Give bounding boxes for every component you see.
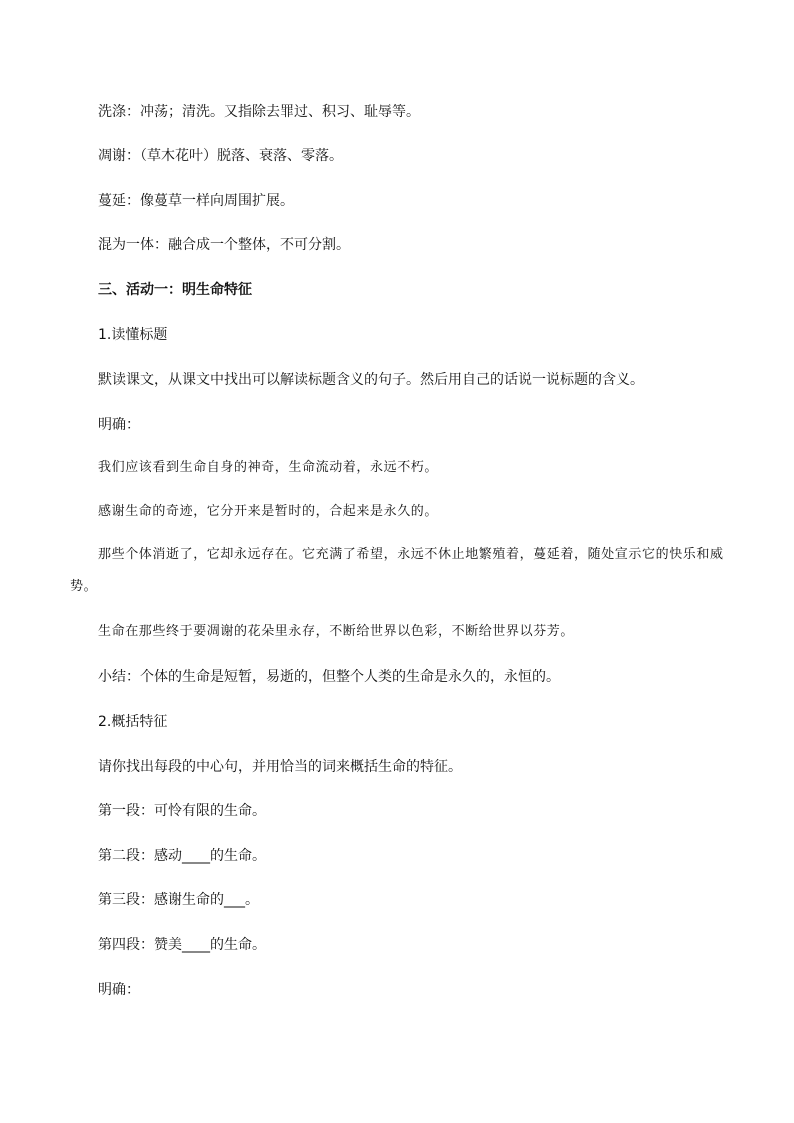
paragraph-three-item: 第三段：感谢生命的___。 xyxy=(98,892,259,908)
subheading-read-title: 1.读懂标题 xyxy=(98,327,168,343)
paragraph-four-item: 第四段：赞美____的生命。 xyxy=(98,937,266,953)
quote-3: 那些个体消逝了，它却永远存在。它充满了希望，永远不休止地繁殖着，蔓延着，随处宣示它的快乐和威势。 xyxy=(70,547,724,594)
definition-xidi: 洗涤：冲荡；清洗。又指除去罪过、积习、耻辱等。 xyxy=(98,104,420,120)
instruction-summarize: 请你找出每段的中心句，并用恰当的词来概括生命的特征。 xyxy=(98,759,462,775)
answer-label-2: 明确： xyxy=(98,982,140,998)
quote-1: 我们应该看到生命自身的神奇，生命流动着，永远不朽。 xyxy=(98,460,439,475)
paragraph-one-item: 第一段：可怜有限的生命。 xyxy=(98,803,266,819)
answer-label-1: 明确： xyxy=(98,417,140,433)
quote-2: 感谢生命的奇迹，它分开来是暂时的，合起来是永久的。 xyxy=(98,504,439,519)
definition-manyan: 蔓延：像蔓草一样向周围扩展。 xyxy=(98,193,294,209)
subheading-summarize: 2.概括特征 xyxy=(98,714,168,730)
quote-4: 生命在那些终于要凋谢的花朵里永存，不断给世界以色彩，不断给世界以芬芳。 xyxy=(98,624,575,639)
definition-diaoxie: 凋谢：（草木花叶）脱落、衰落、零落。 xyxy=(98,148,343,164)
instruction-read-title: 默读课文，从课文中找出可以解读标题含义的句子。然后用自己的话说一说标题的含义。 xyxy=(98,372,644,388)
section-heading-activity-one: 三、活动一：明生命特征 xyxy=(98,282,252,298)
paragraph-two-item: 第二段：感动____的生命。 xyxy=(98,848,266,864)
summary-text: 小结：个体的生命是短暂，易逝的，但整个人类的生命是永久的，永恒的。 xyxy=(98,669,560,685)
definition-hunweiyiti: 混为一体：融合成一个整体，不可分割。 xyxy=(98,237,350,253)
